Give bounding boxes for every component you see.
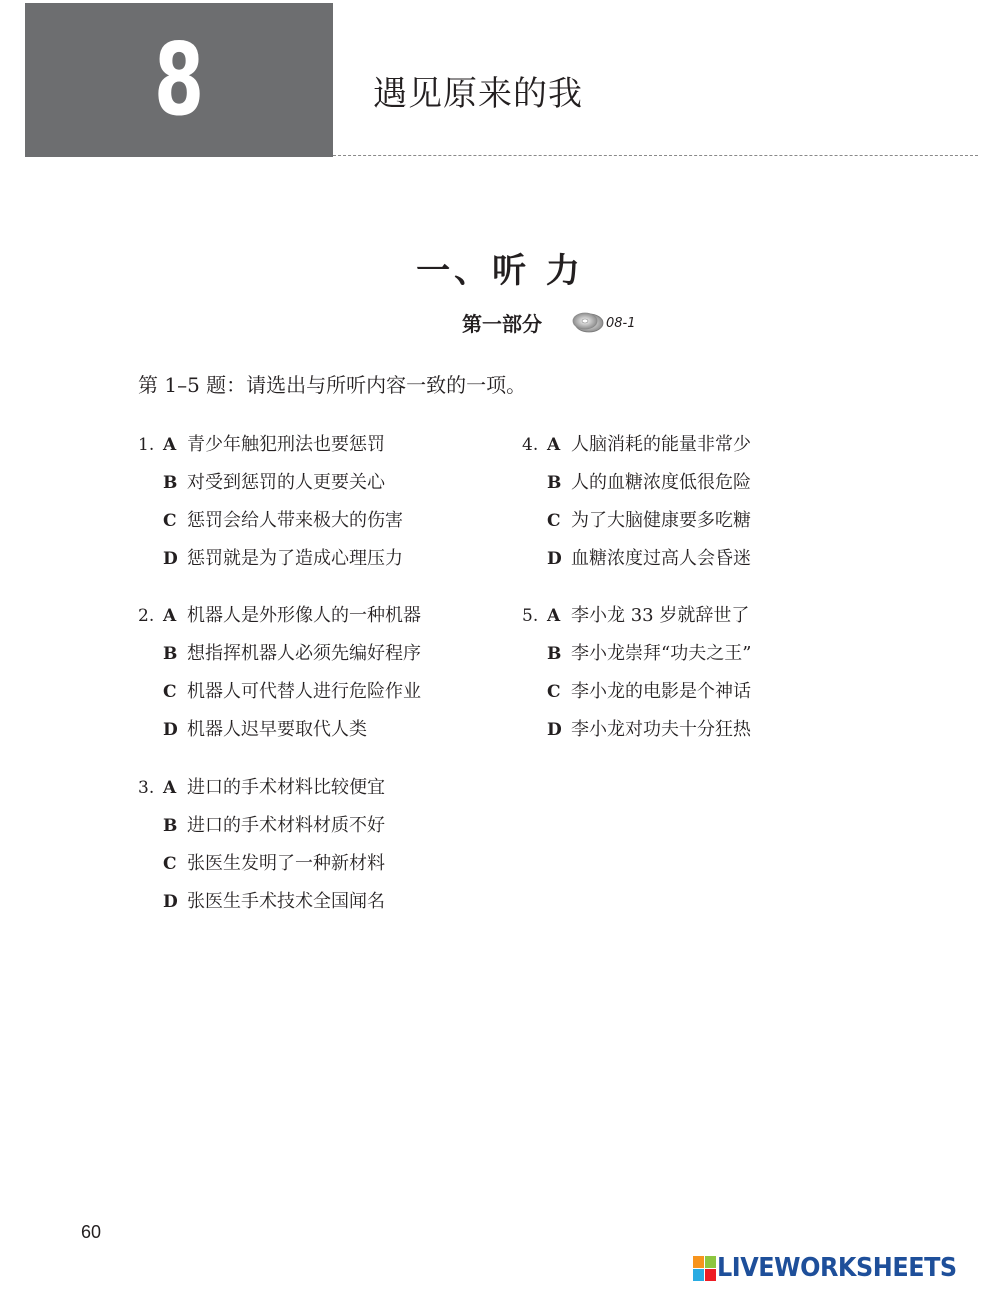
option-text: 张医生发明了一种新材料 <box>187 853 385 874</box>
option-letter: A <box>547 435 561 455</box>
option-letter: B <box>163 473 178 493</box>
option-letter: D <box>547 549 562 569</box>
chapter-block <box>25 3 333 157</box>
option-letter: B <box>547 644 562 664</box>
option-4c[interactable] <box>522 506 862 544</box>
option-text: 人脑消耗的能量非常少 <box>571 434 751 455</box>
chapter-title: 遇见原来的我 <box>373 74 583 114</box>
part-title: 第一部分 <box>462 311 542 336</box>
question-number: 5. <box>522 606 539 626</box>
option-text: 李小龙崇拜“功夫之王” <box>571 643 752 664</box>
option-text: 对受到惩罚的人更要关心 <box>187 472 385 493</box>
question-number: 2. <box>138 606 155 626</box>
option-letter: D <box>163 892 178 912</box>
page-number: 60 <box>81 1222 102 1242</box>
option-text: 机器人迟早要取代人类 <box>187 719 367 740</box>
option-text: 机器人是外形像人的一种机器 <box>187 605 421 626</box>
header-divider <box>333 155 978 156</box>
cd-disc-icon[interactable] <box>572 311 604 333</box>
option-text: 惩罚会给人带来极大的伤害 <box>187 510 403 531</box>
option-1c[interactable] <box>138 506 478 544</box>
question-number: 3. <box>138 778 155 798</box>
option-5c[interactable] <box>522 677 862 715</box>
option-text: 想指挥机器人必须先编好程序 <box>187 643 421 664</box>
option-text: 李小龙对功夫十分狂热 <box>571 719 751 740</box>
part-header <box>462 307 636 337</box>
option-letter: B <box>547 473 562 493</box>
option-text: 机器人可代替人进行危险作业 <box>187 681 421 702</box>
option-letter: A <box>163 435 177 455</box>
option-letter: B <box>163 644 178 664</box>
option-text: 惩罚就是为了造成心理压力 <box>187 548 403 569</box>
liveworksheets-logo-icon <box>693 1256 715 1280</box>
question-number: 4. <box>522 435 539 455</box>
chapter-number: 8 <box>153 21 205 138</box>
option-letter: C <box>547 511 561 531</box>
option-letter: A <box>163 778 177 798</box>
question-3 <box>138 773 478 925</box>
question-4 <box>522 430 862 582</box>
option-text: 李小龙的电影是个神话 <box>571 681 751 702</box>
instruction-text: 第 1–5 题：请选出与所听内容一致的一项。 <box>138 373 527 397</box>
option-1b[interactable] <box>138 468 478 506</box>
question-number: 1. <box>138 435 155 455</box>
option-letter: C <box>163 854 177 874</box>
option-2b[interactable] <box>138 639 478 677</box>
option-text: 青少年触犯刑法也要惩罚 <box>187 434 385 455</box>
option-5a[interactable] <box>522 601 862 639</box>
question-5 <box>522 601 862 753</box>
option-3a[interactable] <box>138 773 478 811</box>
option-3c[interactable] <box>138 849 478 887</box>
option-letter: A <box>163 606 177 626</box>
option-2d[interactable] <box>138 715 478 753</box>
option-letter: C <box>547 682 561 702</box>
track-code: 08-1 <box>606 315 636 331</box>
option-letter: D <box>163 549 178 569</box>
option-5d[interactable] <box>522 715 862 753</box>
option-3d[interactable] <box>138 887 478 925</box>
option-4b[interactable] <box>522 468 862 506</box>
option-1a[interactable] <box>138 430 478 468</box>
option-text: 进口的手术材料材质不好 <box>187 815 385 836</box>
option-5b[interactable] <box>522 639 862 677</box>
option-text: 进口的手术材料比较便宜 <box>187 777 385 798</box>
watermark-text: LIVEWORKSHEETS <box>717 1253 957 1283</box>
option-text: 张医生手术技术全国闻名 <box>187 891 385 912</box>
option-letter: D <box>547 720 562 740</box>
option-text: 为了大脑健康要多吃糖 <box>571 510 751 531</box>
option-letter: B <box>163 816 178 836</box>
option-4a[interactable] <box>522 430 862 468</box>
option-letter: A <box>547 606 561 626</box>
option-letter: D <box>163 720 178 740</box>
option-letter: C <box>163 511 177 531</box>
option-3b[interactable] <box>138 811 478 849</box>
option-letter: C <box>163 682 177 702</box>
option-1d[interactable] <box>138 544 478 582</box>
option-text: 血糖浓度过高人会昏迷 <box>571 548 751 569</box>
option-text: 人的血糖浓度低很危险 <box>571 472 751 493</box>
question-2 <box>138 601 478 753</box>
liveworksheets-watermark[interactable] <box>693 1252 978 1284</box>
option-2c[interactable] <box>138 677 478 715</box>
option-4d[interactable] <box>522 544 862 582</box>
option-text: 李小龙 33 岁就辞世了 <box>571 605 750 626</box>
section-title: 一、听 力 <box>416 251 584 291</box>
option-2a[interactable] <box>138 601 478 639</box>
question-1 <box>138 430 478 582</box>
